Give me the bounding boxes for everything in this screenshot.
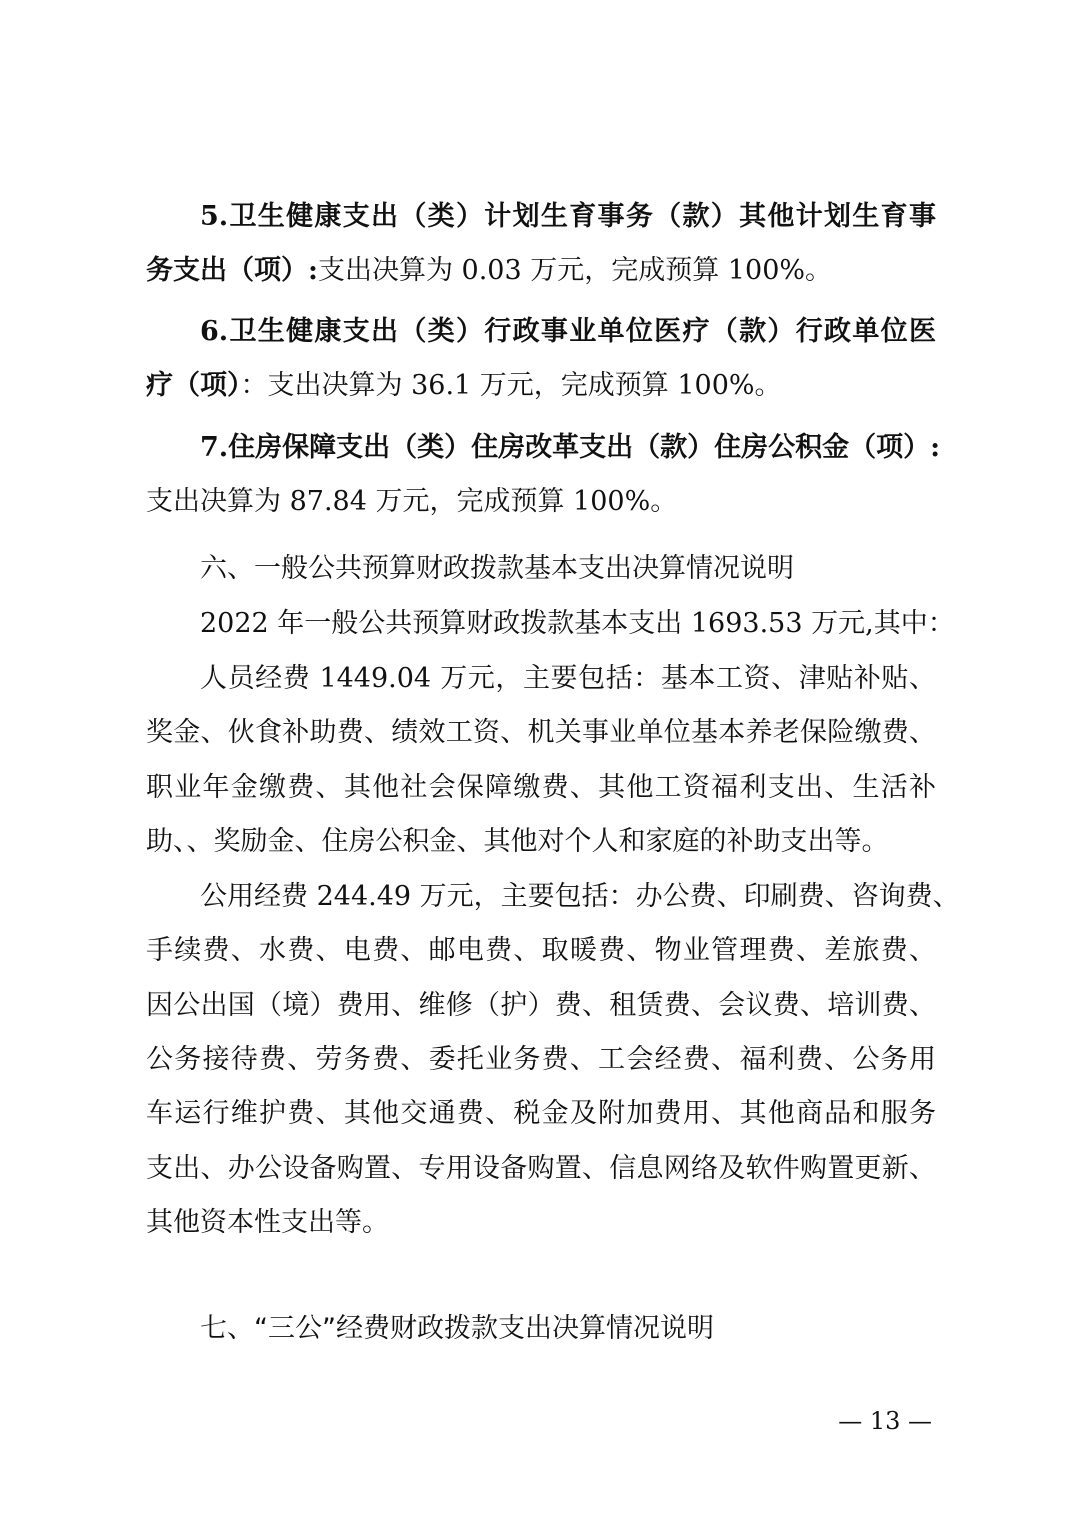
personnel-line: 职业年金缴费、其他社会保障缴费、其他工资福利支出、生活补 [146,772,936,803]
item-5-line-2 [146,251,936,291]
page-number: — 13 — [838,1407,932,1435]
section-6-summary: 2022 年一般公共预算财政拨款基本支出 1693.53 万元,其中： [200,608,955,639]
item-6-title-line: 6.卫生健康支出（类）行政事业单位医疗（款）行政单位医 [200,316,936,347]
public-expense-line: 因公出国（境）费用、维修（护）费、租赁费、会议费、培训费、 [146,990,936,1021]
item-5-body: 支出决算为 0.03 万元，完成预算 100%。 [317,255,833,286]
section-6-heading: 六、一般公共预算财政拨款基本支出决算情况说明 [200,553,794,584]
item-7-body: 支出决算为 87.84 万元，完成预算 100%。 [146,486,678,517]
public-expense-line: 公用经费 244.49 万元，主要包括：办公费、印刷费、咨询费、 [200,881,960,912]
section-7-heading: 七、“三公”经费财政拨款支出决算情况说明 [200,1313,714,1344]
public-expense-line: 公务接待费、劳务费、委托业务费、工会经费、福利费、公务用 [146,1044,936,1075]
public-expense-line: 支出、办公设备购置、专用设备购置、信息网络及软件购置更新、 [146,1153,936,1184]
item-6-line-2 [146,366,936,406]
public-expense-line: 其他资本性支出等。 [146,1207,389,1238]
public-expense-line: 手续费、水费、电费、邮电费、取暖费、物业管理费、差旅费、 [146,935,936,966]
item-6-body: ：支出决算为 36.1 万元，完成预算 100%。 [240,370,782,401]
item-6-title-tail: 疗（项） [146,370,241,401]
public-expense-line: 车运行维护费、其他交通费、税金及附加费用、其他商品和服务 [146,1098,936,1129]
item-5-title-tail: 务支出（项）: [146,255,318,286]
personnel-line: 奖金、伙食补助费、绩效工资、机关事业单位基本养老保险缴费、 [146,717,936,748]
item-7-title-line: 7.住房保障支出（类）住房改革支出（款）住房公积金（项）: [200,432,941,463]
personnel-line: 助、、奖励金、住房公积金、其他对个人和家庭的补助支出等。 [146,826,889,857]
personnel-line: 人员经费 1449.04 万元，主要包括：基本工资、津贴补贴、 [200,663,936,694]
item-5-title-line: 5.卫生健康支出（类）计划生育事务（款）其他计划生育事 [200,201,936,232]
